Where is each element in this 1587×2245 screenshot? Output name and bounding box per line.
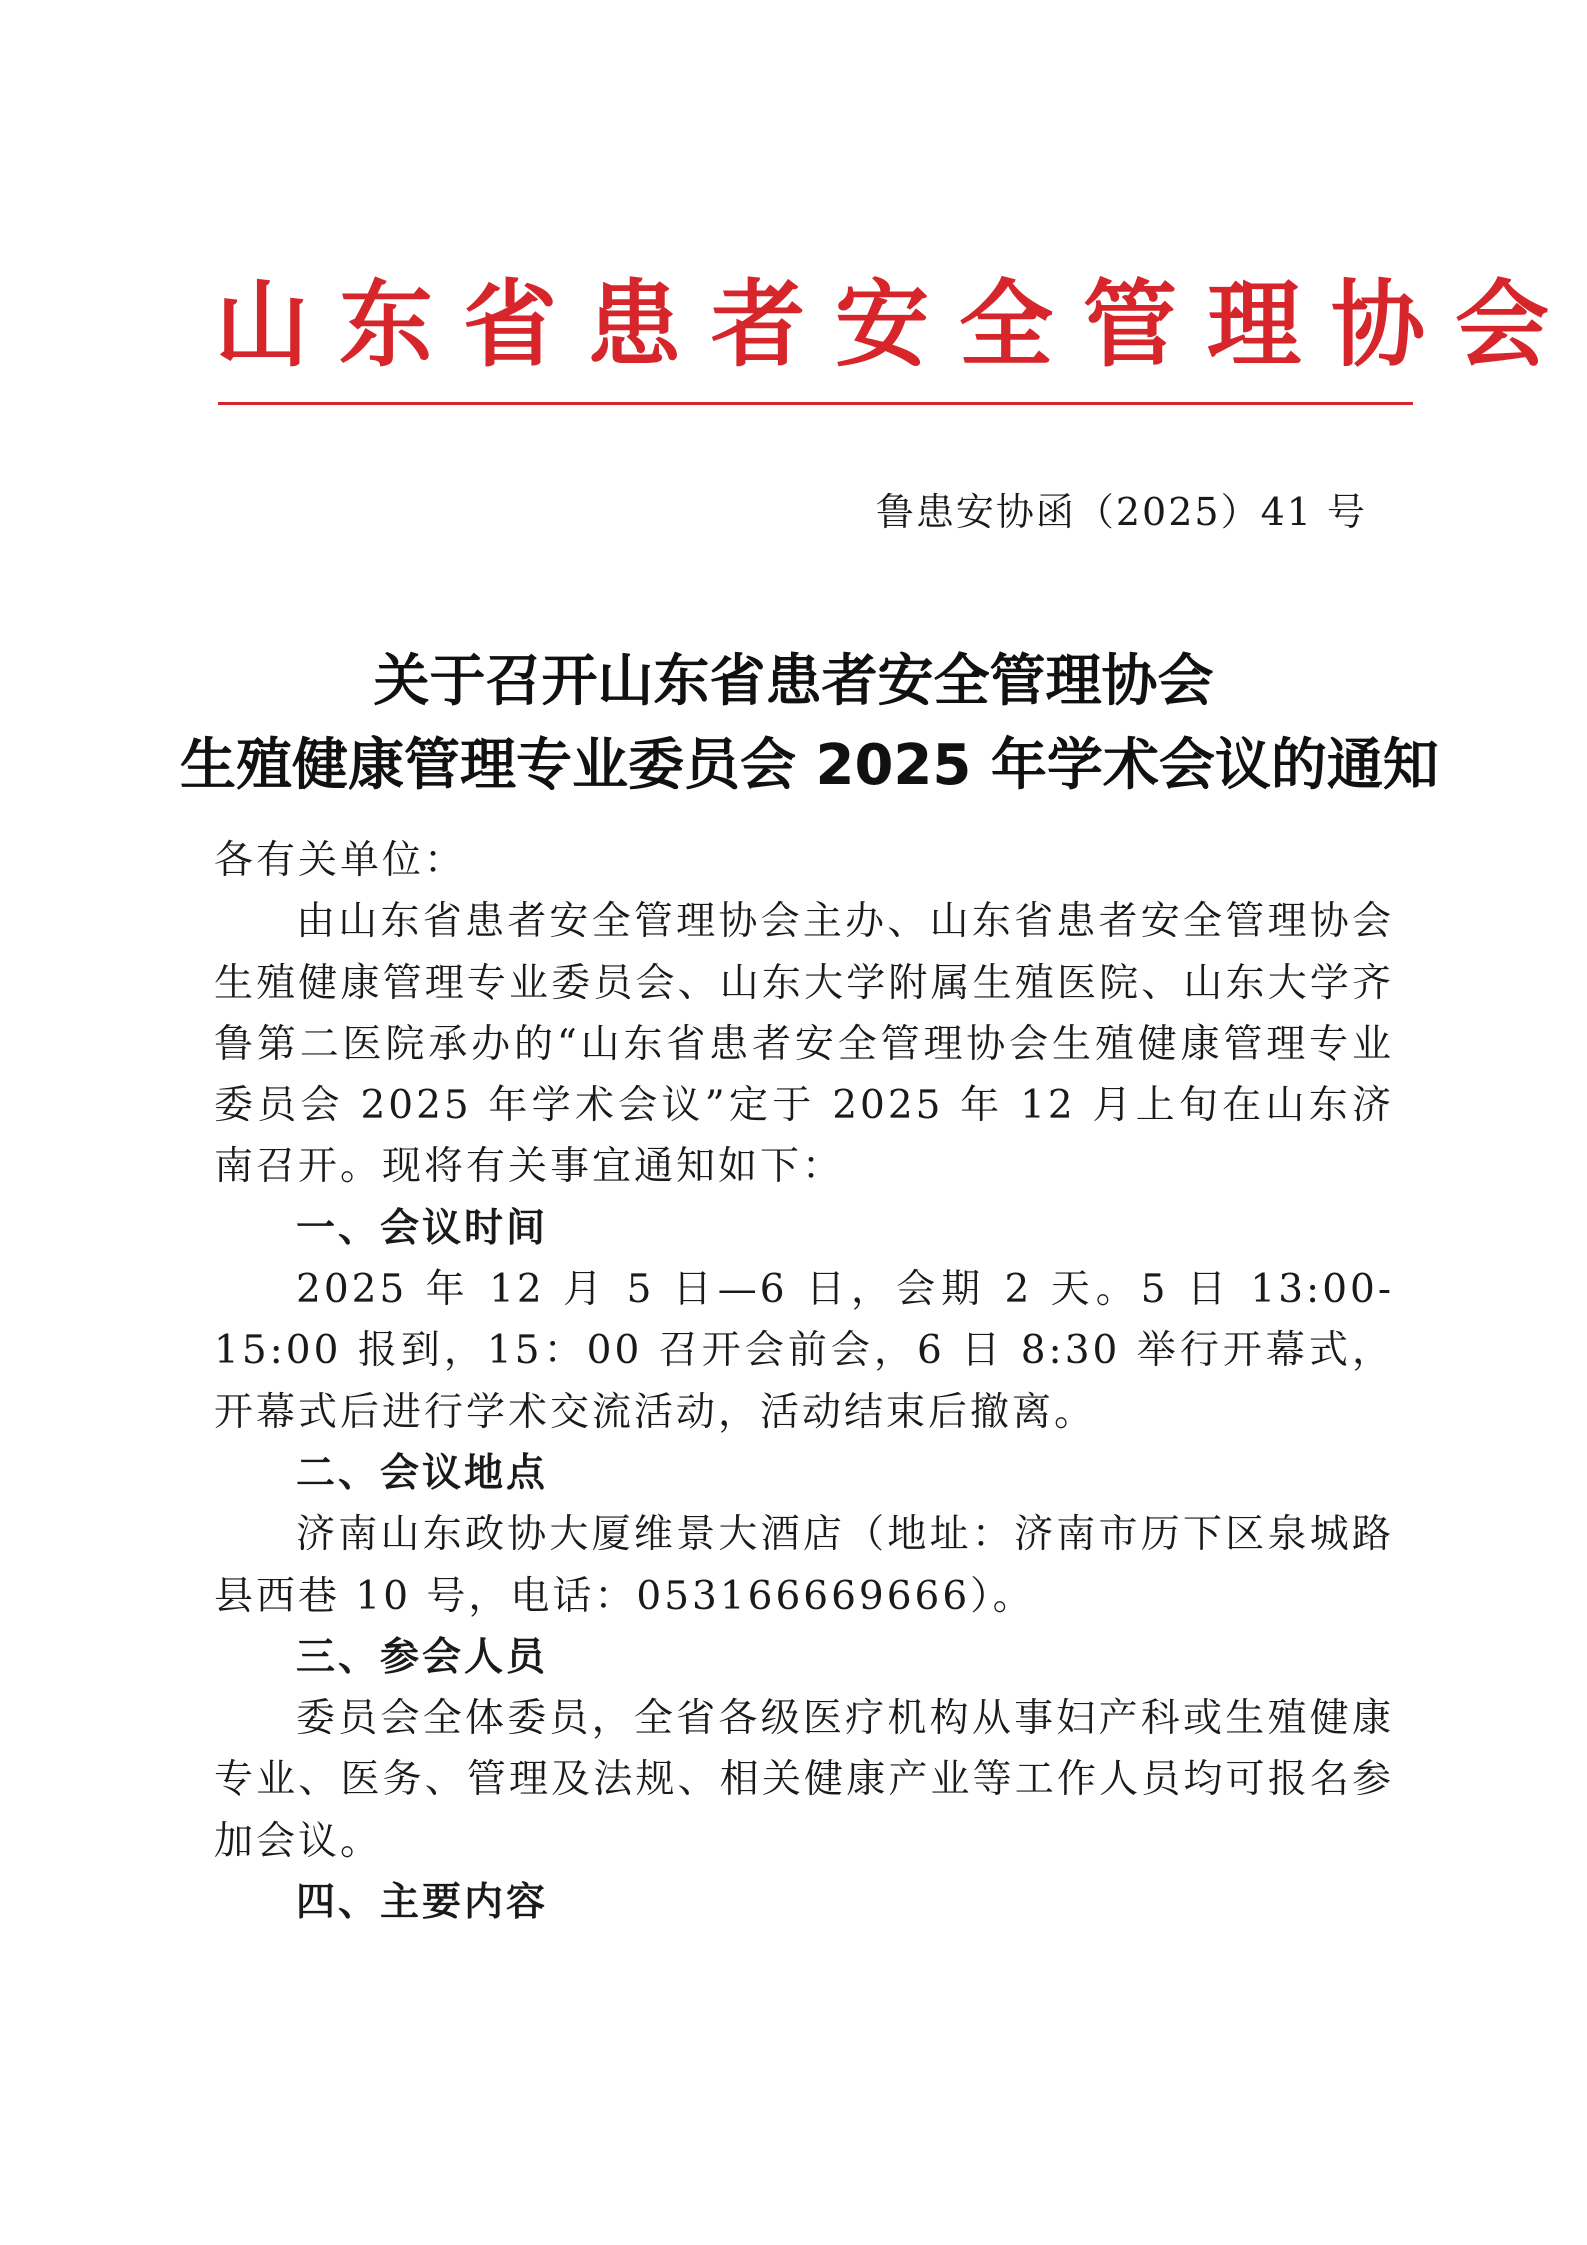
section-text-attendees: 委员会全体委员，全省各级医疗机构从事妇产科或生殖健康专业、医务、管理及法规、相关健康产业等工作人员均可报名参加会议。 (214, 1696, 1394, 1864)
title-line-2: 生殖健康管理专业委员会 2025 年学术会议的通知 (180, 733, 1439, 798)
header-red-rule (218, 402, 1413, 405)
organization-header: 山东省患者安全管理协会 (215, 270, 1580, 380)
section-heading-attendees: 三、参会人员 (296, 1633, 549, 1680)
section-heading-content: 四、主要内容 (296, 1879, 549, 1926)
notice-title (180, 640, 1439, 808)
notice-body (214, 830, 1394, 1933)
title-line-1: 关于召开山东省患者安全管理协会 (373, 649, 1214, 714)
section-text-location: 济南山东政协大厦维景大酒店（地址：济南市历下区泉城路县西巷 10 号，电话：053166669666）。 (214, 1512, 1394, 1619)
document-number: 鲁患安协函（2025）41 号 (875, 490, 1367, 534)
section-heading-time: 一、会议时间 (296, 1204, 549, 1251)
intro-paragraph: 由山东省患者安全管理协会主办、山东省患者安全管理协会生殖健康管理专业委员会、山东大学附属生殖医院、山东大学齐鲁第二医院承办的“山东省患者安全管理协会生殖健康管理专业委员会 2025 年学术会议”定于 2025 年 12 月上旬在山东济南召开。现将有关事宜通知如下： (214, 899, 1394, 1190)
section-text-time: 2025 年 12 月 5 日—6 日，会期 2 天。5 日 13:00-15:00 报到，15：00 召开会前会，6 日 8:30 举行开幕式，开幕式后进行学术交流活动，活动结束后撤离。 (214, 1267, 1394, 1435)
section-heading-location: 二、会议地点 (296, 1449, 549, 1496)
salutation: 各有关单位： (214, 838, 467, 883)
